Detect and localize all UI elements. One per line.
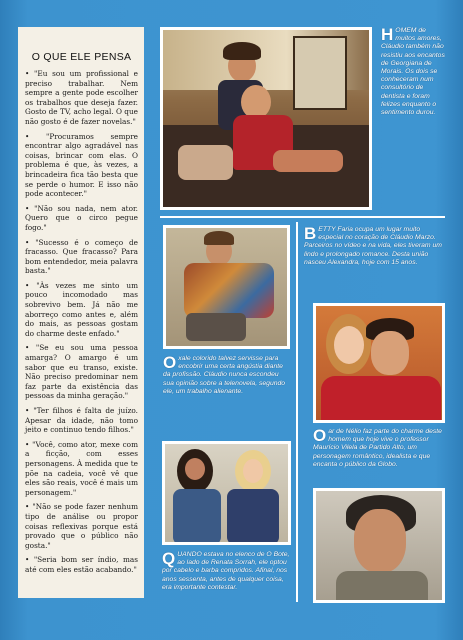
divider-horizontal — [160, 216, 445, 218]
photo-couple-sofa — [160, 27, 372, 210]
photo-couple-closeup — [313, 303, 445, 423]
divider-vertical — [296, 222, 298, 602]
sidebar-quotes-panel — [18, 27, 144, 598]
quote-3: • "Não sou nada, nem ator. Quero que o circo pegue fogo." — [25, 203, 138, 232]
caption-homem-initial: H — [381, 25, 394, 44]
quote-9: • "Não se pode fazer nenhum tipo de análise ou propor coisas reflexivas porque está provado que o público não gosta." — [25, 502, 138, 550]
caption-xale-initial: O — [163, 353, 177, 372]
caption-quando-text: UANDO estava no elenco de O Bote, ao lado de Renata Sorrah, ele optou por cabelo e barba compridos. Afinal, nos anos sessenta, antes de qualquer coisa, era importante contestar. — [162, 551, 290, 591]
photo-man-shawl — [163, 225, 290, 349]
photo-bearded-couple — [162, 441, 291, 545]
caption-quando-initial: Q — [162, 549, 176, 568]
quote-6: • "Se eu sou uma pessoa amarga? O amargo é um sabor que eu transo, existe. Não preciso predominar nem faz parte da existência das pessoas da minha geração." — [25, 343, 138, 401]
sidebar-title: O QUE ELE PENSA — [31, 51, 132, 63]
quote-4: • "Sucesso é o começo de fracasso. Que fracasso? Para bom entendedor, meia palavra basta." — [25, 237, 138, 276]
caption-xale — [163, 355, 290, 396]
quote-10: • "Seria bom ser índio, mas até com eles estão acabando." — [25, 555, 138, 574]
quote-5: • "Às vezes me sinto um pouco incomodado mas sobrevivo bem. Já não me aborreço como antes e, além do mais, as pessoas gostam do charme deste enfado." — [25, 280, 138, 338]
quote-1: • "Eu sou um profissional e preciso trabalhar. Nem sempre a gente pode escolher os trabalhos que deseja fazer. Gosto de TV, acho legal. O que não gosto é de fazer novelas." — [25, 69, 138, 126]
caption-homem — [381, 27, 445, 117]
caption-betty-initial: B — [304, 224, 317, 243]
photo-man-portrait — [313, 488, 445, 603]
caption-nelio-text: ar de Nélio faz parte do charme deste homem que hoje vive o professor Maurício Vilela de Partido Alto, um personagem romântico, idealista e que encanta o público da Globo. — [313, 428, 442, 468]
caption-xale-text: xale colorido talvez servisse para encobrir uma certa angústia diante da profissão. Cláudio nunca escondeu sua opinião sobre a telenovela, segundo ele, um trabalho alienante. — [163, 355, 286, 395]
caption-betty — [304, 226, 446, 267]
quote-8: • "Você, como ator, mexe com a ficção, com esses personagens. À medida que te põe na cadeia, você vê que eles são reais, você é mais um personagem." — [25, 439, 138, 497]
caption-quando — [162, 551, 292, 592]
quote-7: • "Ter filhos é falta de juízo. Apesar da idade, não tomo jeito e continuo tendo filhos." — [25, 406, 138, 435]
caption-nelio — [313, 428, 445, 469]
caption-nelio-initial: O — [313, 426, 327, 445]
caption-homem-text: OMEM de muitos amores, Cláudio também não resistiu aos encantos de Georgiana de Morais. Os dois se conheceram num consultório de dentista e foram felizes enquanto o sentimento durou. — [381, 27, 445, 117]
quote-2: • "Procuramos sempre encontrar algo agradável nas coisas, brincar com elas. O problema é que, às vezes, a brincadeira fica tão besta que se perde o humor. E isso não pode acontecer." — [25, 131, 138, 199]
caption-betty-text: ETTY Faria ocupa um lugar muito especial no coração de Cláudio Marzo. Parceiros no vídeo e na vida, eles tiveram um lindo e prolongado romance. Desta união nasceu Alexandra, hoje com 15 anos. — [304, 226, 442, 266]
